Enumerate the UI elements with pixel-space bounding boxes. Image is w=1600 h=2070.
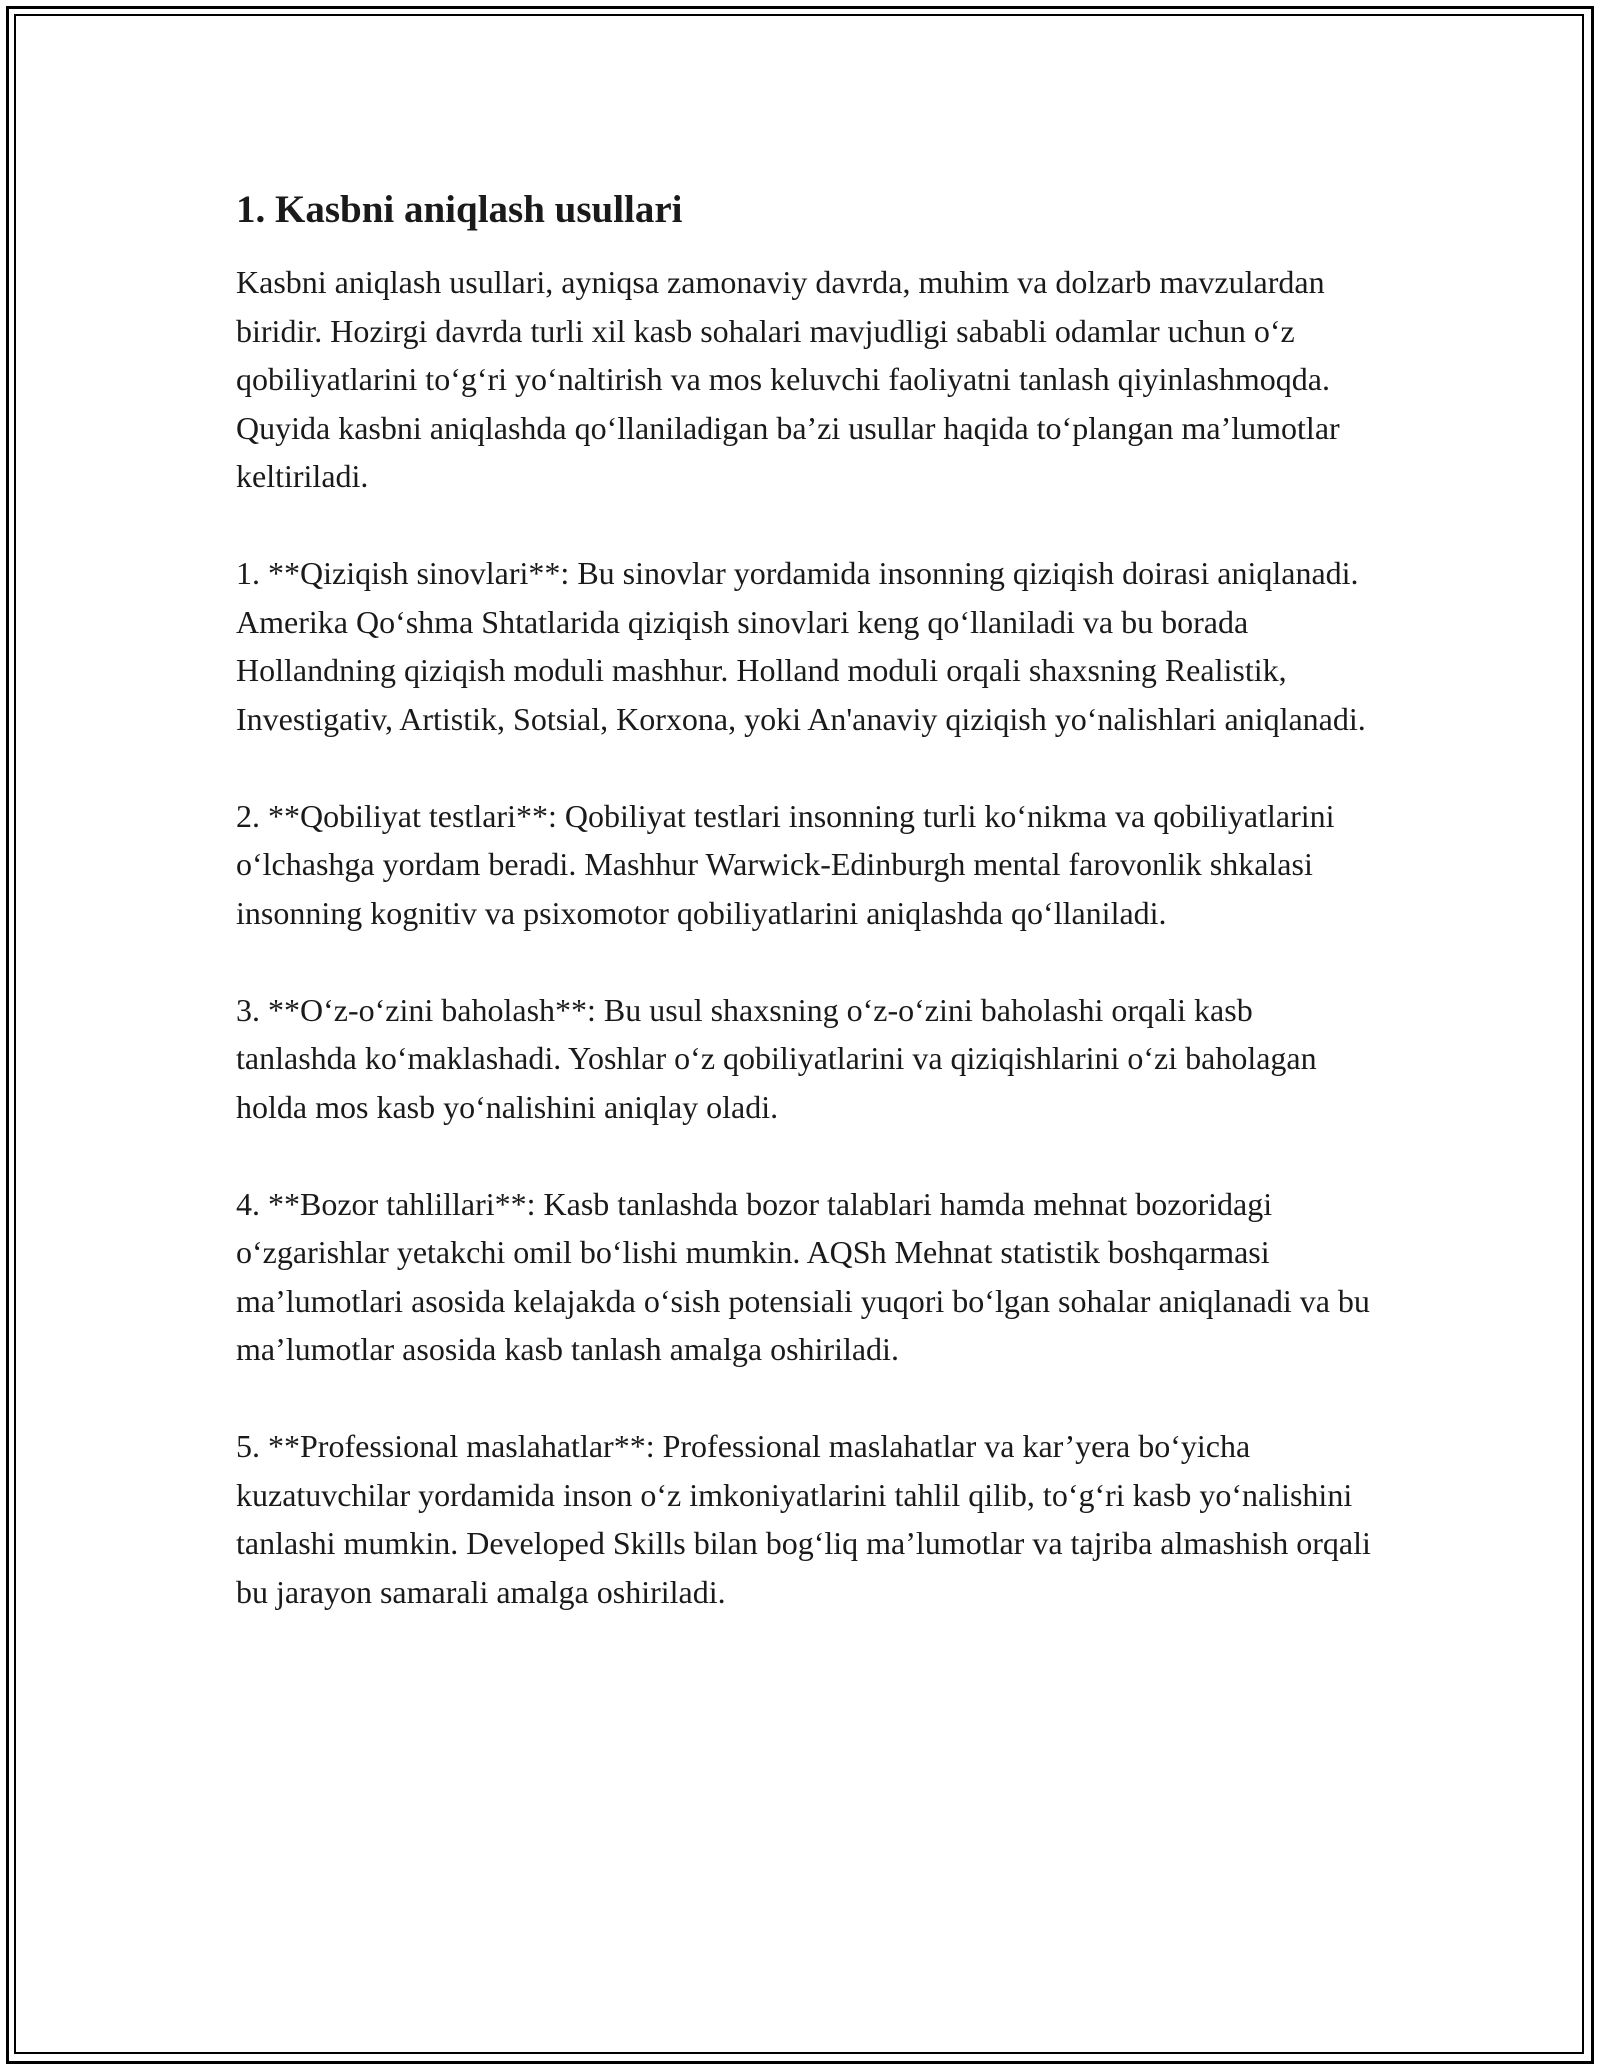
paragraph-interest-tests: 1. **Qiziqish sinovlari**: Bu sinovlar yordamida insonning qiziqish doirasi aniqlanadi. Amerika Qo‘shma Shtatlarida qiziqish sinovlari keng qo‘llaniladi va bu borada Hollandning qiziqish moduli mashhur. Holland moduli orqali shaxsning Realistik, Investigativ, Artistik, Sotsial, Korxona, yoki An'anaviy qiziqish yo‘nalishlari aniqlanadi. (236, 555, 1366, 737)
paragraph-professional-advice: 5. **Professional maslahatlar**: Professional maslahatlar va kar’yera bo‘yicha kuzatuvchilar yordamida inson o‘z imkoniyatlarini tahlil qilib, to‘g‘ri kasb yo‘nalishini tanlashi mumkin. Developed Skills bilan bog‘liq ma’lumotlar va tajriba almashish orqali bu jarayon samarali amalga oshiriladi. (236, 1428, 1371, 1610)
document-body (236, 186, 1376, 1665)
document-title: 1. Kasbni aniqlash usullari (236, 188, 683, 231)
paragraph-self-assessment: 3. **O‘z-o‘zini baholash**: Bu usul shaxsning o‘z-o‘zini baholashi orqali kasb tanlashda ko‘maklashadi. Yoshlar o‘z qobiliyatlarini va qiziqishlarini o‘zi baholagan holda mos kasb yo‘nalishini aniqlay oladi. (236, 991, 1317, 1125)
paragraph-intro: Kasbni aniqlash usullari, ayniqsa zamonaviy davrda, muhim va dolzarb mavzulardan biridir. Hozirgi davrda turli xil kasb sohalari mavjudligi sababli odamlar uchun o‘z qobiliyatlarini to‘g‘ri yo‘naltirish va mos keluvchi faoliyatni tanlash qiyinlashmoqda. Quyida kasbni aniqlashda qo‘llaniladigan ba’zi usullar haqida to‘plangan ma’lumotlar keltiriladi. (236, 264, 1340, 494)
paragraph-ability-tests: 2. **Qobiliyat testlari**: Qobiliyat testlari insonning turli ko‘nikma va qobiliyatlarini o‘lchashga yordam beradi. Mashhur Warwick-Edinburgh mental farovonlik shkalasi insonning kognitiv va psixomotor qobiliyatlarini aniqlashda qo‘llaniladi. (236, 797, 1335, 931)
paragraph-market-analysis: 4. **Bozor tahlillari**: Kasb tanlashda bozor talablari hamda mehnat bozoridagi o‘zgarishlar yetakchi omil bo‘lishi mumkin. AQSh Mehnat statistik boshqarmasi ma’lumotlari asosida kelajakda o‘sish potensiali yuqori bo‘lgan sohalar aniqlanadi va bu ma’lumotlar asosida kasb tanlash amalga oshiriladi. (236, 1185, 1370, 1367)
